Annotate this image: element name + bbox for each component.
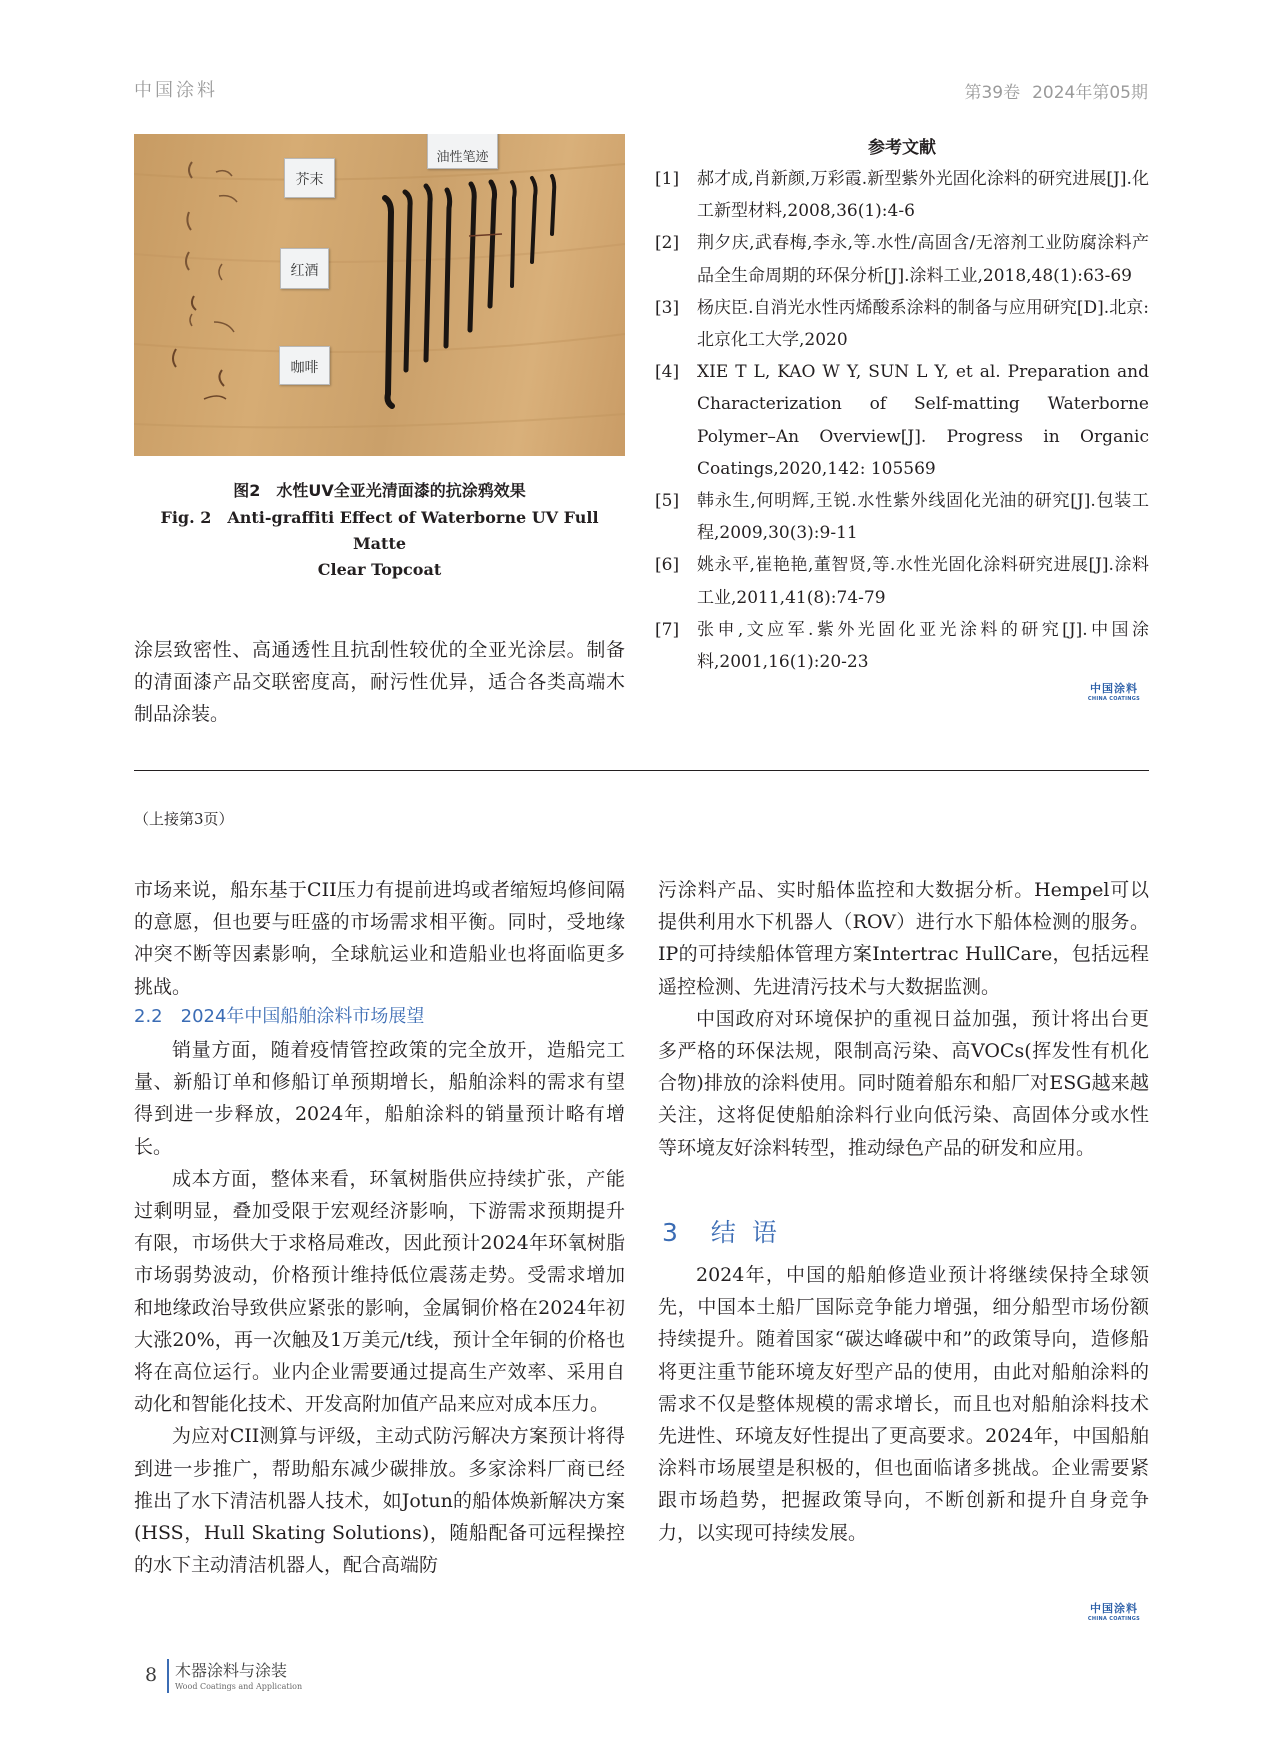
left-p2-text: 销量方面，随着疫情管控政策的完全放开，造船完工量、新船订单和修船订单预期增长，船舶涂料的需求有望得到进一步释放，2024年，船舶涂料的销量预计略有增长。 <box>134 1039 625 1158</box>
right-column-top <box>658 874 1149 1164</box>
volume: 第39卷 <box>964 83 1021 103</box>
footer-title-en: Wood Coatings and Application <box>175 1682 303 1691</box>
logo-en: CHINA COATINGS <box>1087 1616 1141 1622</box>
reference-text: 张申,文应军.紫外光固化亚光涂料的研究[J].中国涂料,2001,16(1):20-23 <box>697 619 1149 673</box>
footer-bar <box>167 1659 169 1693</box>
reference-number: [7] <box>655 619 680 640</box>
left-column-body <box>134 1034 625 1581</box>
footer-title-cn: 木器涂料与涂装 <box>175 1661 288 1680</box>
figure-caption-en <box>134 505 625 583</box>
issue-info <box>952 78 1148 103</box>
figure-caption-en-line2: Clear Topcoat <box>317 560 442 579</box>
issue: 2024年第05期 <box>1032 83 1148 103</box>
left-top-text: 涂层致密性、高通透性且抗刮性较优的全亚光涂层。制备的清面漆产品交联密度高，耐污性优异，适合各类高端木制品涂装。 <box>134 639 625 726</box>
china-coatings-logo <box>1084 680 1144 702</box>
references-title: 参考文献 <box>868 138 936 158</box>
reference-number: [2] <box>655 233 680 254</box>
reference-number: [5] <box>655 491 680 512</box>
references-list <box>655 163 1149 678</box>
reference-number: [1] <box>655 169 680 189</box>
card-coffee-label: 咖啡 <box>290 360 319 376</box>
reference-item <box>655 292 1149 356</box>
reference-text: 郝才成,肖新颜,万彩霞.新型紫外光固化涂料的研究进展[J].化工新型材料,2008,36(1):4-6 <box>697 169 1149 222</box>
card-wine <box>280 248 329 289</box>
logo-cn: 中国涂料 <box>1090 682 1138 695</box>
reference-item <box>655 614 1149 678</box>
section-2-2-heading: 2.2 2024年中国船舶涂料市场展望 <box>134 1006 425 1027</box>
card-coffee <box>279 346 330 385</box>
reference-text: 杨庆臣.自消光水性丙烯酸系涂料的制备与应用研究[D].北京:北京化工大学,2020 <box>697 297 1149 351</box>
card-wine-label: 红酒 <box>290 263 319 279</box>
left-p4-text: 为应对CII测算与评级，主动式防污解决方案预计将得到进一步推广，帮助船东减少碳排放。多家涂料厂商已经推出了水下清洁机器人技术，如Jotun的船体焕新解决方案(HSS，Hull Skating Solutions)，随船配备可远程操控的水下主动清洁机器人，配合高端防 <box>134 1425 625 1577</box>
reference-number: [3] <box>655 297 680 318</box>
left-p3-text: 成本方面，整体来看，环氧树脂供应持续扩张，产能过剩明显，叠加受限于宏观经济影响，下游需求预期提升有限，市场供大于求格局难改，因此预计2024年环氧树脂市场弱势波动，价格预计维持低位震荡走势。受需求增加和地缘政治导致供应紧张的影响，金属铜价格在2024年初大涨20%，再一次触及1万美元/t线，预计全年铜的价格也将在高位运行。业内企业需要通过提高生产效率、采用自动化和智能化技术、开发高附加值产品来应对成本压力。 <box>134 1167 625 1416</box>
card-marker-label: 油性笔迹 <box>436 150 489 165</box>
card-mustard <box>284 158 335 198</box>
reference-item <box>655 227 1149 291</box>
reference-text: 韩永生,何明辉,王锐.水性紫外线固化光油的研究[J].包装工程,2009,30(3):9-11 <box>697 491 1149 544</box>
right-p3-text: 2024年，中国的船舶修造业预计将继续保持全球领先，中国本土船厂国际竞争能力增强，细分船型市场份额持续提升。随着国家“碳达峰碳中和”的政策导向，造修船将更注重节能环境友好型产品的使用，由此对船舶涂料的需求不仅是整体规模的需求增长，而且也对船舶涂料技术先进性、环境友好性提出了更高要求。2024年，中国船舶涂料市场展望是积极的，但也面临诸多挑战。企业需要紧跟市场趋势，把握政策导向，不断创新和提升自身竞争力，以实现可持续发展。 <box>658 1264 1149 1544</box>
reference-item <box>655 163 1149 227</box>
journal-name: 中国涂料 <box>134 80 218 101</box>
figure-photo <box>134 134 625 456</box>
reference-item <box>655 356 1149 485</box>
section-divider <box>134 770 1149 771</box>
photo-marks <box>134 134 625 456</box>
left-top-paragraph <box>134 634 625 731</box>
left-p1-text: 市场来说，船东基于CII压力有提前进坞或者缩短坞修间隔的意愿，但也要与旺盛的市场需求相平衡。同时，受地缘冲突不断等因素影响，全球航运业和造船业也将面临更多挑战。 <box>134 879 625 998</box>
left-column-p1 <box>134 874 625 1003</box>
reference-item <box>655 549 1149 613</box>
logo-en: CHINA COATINGS <box>1087 696 1141 702</box>
reference-text: 姚永平,崔艳艳,董智贤,等.水性光固化涂料研究进展[J].涂料工业,2011,41(8):74-79 <box>697 555 1149 608</box>
figure-caption-cn: 图2 水性UV全亚光清面漆的抗涂鸦效果 <box>233 481 526 500</box>
section-3-heading: 3 结 语 <box>662 1218 781 1247</box>
card-marker <box>427 134 498 169</box>
reference-number: [6] <box>655 555 680 576</box>
reference-text: 荆夕庆,武春梅,李永,等.水性/高固含/无溶剂工业防腐涂料产品全生命周期的环保分析[J].涂料工业,2018,48(1):63-69 <box>697 233 1149 286</box>
logo-cn: 中国涂料 <box>1090 1602 1138 1615</box>
continuation-note: （上接第3页） <box>134 810 234 828</box>
card-mustard-label: 芥末 <box>295 172 324 188</box>
reference-item <box>655 485 1149 549</box>
reference-text: XIE T L, KAO W Y, SUN L Y, et al. Preparation and Characterization of Self-matting Waterborne Polymer–An Overview[J]. Progress in Organic Coatings,2020,142: 105569 <box>697 362 1149 479</box>
reference-number: [4] <box>655 362 680 383</box>
china-coatings-logo-bottom <box>1084 1600 1144 1622</box>
right-p2-text: 中国政府对环境保护的重视日益加强，预计将出台更多严格的环保法规，限制高污染、高VOCs(挥发性有机化合物)排放的涂料使用。同时随着船东和船厂对ESG越来越关注，这将促使船舶涂料行业向低污染、高固体分或水性等环境友好涂料转型，推动绿色产品的研发和应用。 <box>658 1007 1149 1159</box>
page-number: 8 <box>145 1664 158 1686</box>
figure-caption-en-line1: Fig. 2 Anti-graffiti Effect of Waterborne UV Full Matte <box>160 508 599 553</box>
right-p1-text: 污涂料产品、实时船体监控和大数据分析。Hempel可以提供利用水下机器人（ROV）进行水下船体检测的服务。IP的可持续船体管理方案Intertrac HullCare，包括远程遥控检测、先进清污技术与大数据监测。 <box>658 879 1149 998</box>
right-column-conclusion <box>658 1259 1149 1549</box>
